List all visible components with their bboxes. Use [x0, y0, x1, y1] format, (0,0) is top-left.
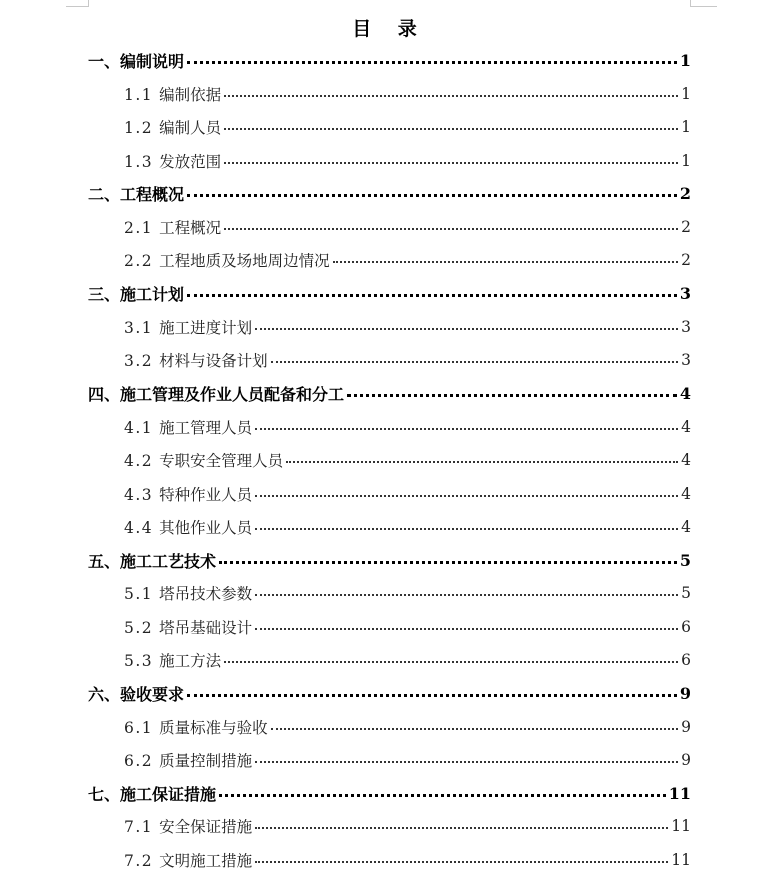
- dot-leader: [219, 561, 677, 564]
- toc-title: 目 录: [352, 18, 427, 40]
- dot-leader: [224, 95, 678, 97]
- toc-entry-text: 工程地质及场地周边情况: [159, 252, 330, 271]
- toc-entry-label: [124, 116, 221, 138]
- toc-entry-text: 文明施工措施: [159, 851, 253, 870]
- toc-entry-text: 塔吊基础设计: [159, 618, 253, 637]
- toc-page-number: 3: [681, 351, 691, 370]
- toc-entry-number: 3.2: [124, 352, 154, 371]
- toc-page-number: 5: [681, 584, 691, 603]
- toc-entry-number: 3.1: [124, 319, 154, 338]
- toc-subentry[interactable]: [0, 810, 769, 843]
- dot-leader: [333, 261, 678, 263]
- dot-leader: [187, 194, 677, 197]
- toc-entry-number: 1.2: [124, 119, 154, 138]
- crop-mark-left: [66, 0, 89, 7]
- toc-subentry[interactable]: [0, 444, 769, 477]
- dot-leader: [224, 162, 678, 164]
- dot-leader: [219, 794, 666, 797]
- toc-entry-label: [124, 483, 252, 505]
- toc-entry-label: [124, 849, 252, 871]
- dot-leader: [255, 761, 678, 763]
- toc-heading-entry[interactable]: [0, 377, 769, 410]
- toc-page-number: 9: [681, 717, 691, 736]
- toc-entry-label: [124, 349, 268, 371]
- toc-subentry[interactable]: [0, 477, 769, 510]
- toc-subentry[interactable]: [0, 710, 769, 743]
- toc-entry-label: [88, 49, 184, 72]
- toc-page-number: 9: [679, 683, 691, 703]
- toc-entry-label: [124, 83, 221, 105]
- toc-entry-label: [124, 616, 252, 638]
- toc-entry-text: 七、施工保证措施: [88, 784, 217, 804]
- toc-entry-number: 4.1: [124, 418, 154, 437]
- toc-entry-text: 发放范围: [159, 152, 222, 171]
- toc-entry-text: 一、编制说明: [88, 52, 185, 72]
- toc-entry-label: [124, 316, 252, 338]
- dot-leader: [224, 661, 678, 663]
- dot-leader: [187, 294, 677, 297]
- toc-subentry[interactable]: [0, 843, 769, 876]
- toc-page-number: 4: [681, 417, 691, 436]
- toc-entry-number: 5.3: [124, 651, 154, 670]
- toc-entry-number: 6.2: [124, 751, 154, 770]
- toc-page-number: 6: [681, 617, 691, 636]
- toc-page-number: 1: [681, 84, 691, 103]
- dot-leader: [255, 827, 668, 829]
- toc-entry-label: [124, 649, 221, 671]
- toc-subentry[interactable]: [0, 577, 769, 610]
- toc-subentry[interactable]: [0, 344, 769, 377]
- toc-entry-text: 材料与设备计划: [159, 352, 268, 371]
- toc-page-number: 2: [681, 251, 691, 270]
- toc-entry-label: [88, 782, 216, 805]
- toc-heading-entry[interactable]: [0, 177, 769, 210]
- toc-entry-text: 四、施工管理及作业人员配备和分工: [88, 385, 345, 405]
- dot-leader: [224, 128, 678, 130]
- crop-mark-right: [690, 0, 717, 7]
- toc-subentry[interactable]: [0, 743, 769, 776]
- toc-entry-number: 4.4: [124, 518, 154, 537]
- toc-entry-label: [88, 682, 184, 705]
- dot-leader: [255, 628, 678, 630]
- toc-entry-text: 施工方法: [159, 651, 222, 670]
- dot-leader: [347, 394, 677, 397]
- toc-entry-label: [124, 449, 283, 471]
- toc-page-number: 11: [668, 783, 691, 803]
- toc-subentry[interactable]: [0, 77, 769, 110]
- toc-entry-text: 六、验收要求: [88, 684, 185, 704]
- toc-page-number: 4: [681, 517, 691, 536]
- toc-subentry[interactable]: [0, 410, 769, 443]
- toc-heading-entry[interactable]: [0, 44, 769, 77]
- toc-subentry[interactable]: [0, 643, 769, 676]
- toc-heading-entry[interactable]: [0, 543, 769, 576]
- toc-entry-number: 6.1: [124, 718, 154, 737]
- dot-leader: [255, 328, 678, 330]
- toc-entry-number: 2.1: [124, 219, 154, 238]
- dot-leader: [224, 228, 678, 230]
- toc-entry-text: 塔吊技术参数: [159, 585, 253, 604]
- toc-entry-number: 1.1: [124, 85, 154, 104]
- toc-subentry[interactable]: [0, 144, 769, 177]
- toc-entry-label: [124, 749, 252, 771]
- toc-heading-entry[interactable]: [0, 777, 769, 810]
- toc-entry-label: [124, 416, 252, 438]
- toc-page-number: 2: [681, 218, 691, 237]
- toc-subentry[interactable]: [0, 610, 769, 643]
- toc-entry-label: [88, 549, 216, 572]
- toc-entry-text: 其他作业人员: [159, 518, 253, 537]
- toc-subentry[interactable]: [0, 210, 769, 243]
- dot-leader: [255, 861, 668, 863]
- toc-subentry[interactable]: [0, 244, 769, 277]
- toc-entry-label: [124, 516, 252, 538]
- toc-page-number: 11: [671, 817, 691, 836]
- dot-leader: [255, 594, 678, 596]
- toc-entry-number: 4.3: [124, 485, 154, 504]
- toc-page-number: 3: [681, 318, 691, 337]
- toc-heading-entry[interactable]: [0, 277, 769, 310]
- toc-entry-text: 五、施工工艺技术: [88, 551, 217, 571]
- toc-entry-label: [88, 182, 184, 205]
- toc-page-number: 11: [671, 850, 691, 869]
- toc-subentry[interactable]: [0, 111, 769, 144]
- toc-entry-label: [124, 150, 221, 172]
- toc-entry-number: 7.2: [124, 851, 154, 870]
- toc-entry-text: 安全保证措施: [159, 818, 253, 837]
- dot-leader: [271, 728, 678, 730]
- toc-page-number: 4: [679, 384, 691, 404]
- dot-leader: [255, 495, 678, 497]
- toc-page-number: 3: [679, 284, 691, 304]
- toc-entry-label: [88, 282, 184, 305]
- toc-entry-label: [124, 582, 252, 604]
- toc-entry-number: 4.2: [124, 452, 154, 471]
- toc-entry-text: 编制依据: [159, 85, 222, 104]
- toc-page-number: 4: [681, 451, 691, 470]
- toc-subentry[interactable]: [0, 310, 769, 343]
- toc-page-number: 5: [679, 550, 691, 570]
- toc-entry-text: 质量标准与验收: [159, 718, 268, 737]
- toc-entry-text: 工程概况: [159, 219, 222, 238]
- toc-entry-number: 1.3: [124, 152, 154, 171]
- toc-entry-text: 施工进度计划: [159, 319, 253, 338]
- toc-subentry[interactable]: [0, 510, 769, 543]
- toc-entry-label: [124, 216, 221, 238]
- toc-entry-text: 编制人员: [159, 119, 222, 138]
- toc-entry-text: 三、施工计划: [88, 285, 185, 305]
- toc-entry-label: [124, 815, 252, 837]
- toc-page-number: 4: [681, 484, 691, 503]
- dot-leader: [255, 528, 678, 530]
- toc-entry-number: 5.1: [124, 585, 154, 604]
- toc-entry-number: 5.2: [124, 618, 154, 637]
- toc-entry-label: [88, 382, 344, 405]
- dot-leader: [187, 694, 677, 697]
- toc-entry-text: 特种作业人员: [159, 485, 253, 504]
- dot-leader: [271, 361, 678, 363]
- toc-page-number: 2: [679, 184, 691, 204]
- dot-leader: [255, 428, 678, 430]
- dot-leader: [286, 461, 678, 463]
- toc-entry-number: 2.2: [124, 252, 154, 271]
- toc-entry-text: 质量控制措施: [159, 751, 253, 770]
- table-of-contents: [0, 44, 769, 876]
- toc-entry-number: 7.1: [124, 818, 154, 837]
- toc-heading-entry[interactable]: [0, 677, 769, 710]
- toc-entry-label: [124, 249, 330, 271]
- toc-page-number: 9: [681, 750, 691, 769]
- toc-entry-label: [124, 716, 268, 738]
- toc-page-number: 1: [681, 151, 691, 170]
- toc-entry-text: 施工管理人员: [159, 418, 253, 437]
- toc-entry-text: 专职安全管理人员: [159, 452, 284, 471]
- toc-entry-text: 二、工程概况: [88, 185, 185, 205]
- toc-page-number: 1: [679, 51, 691, 71]
- toc-page-number: 1: [681, 118, 691, 137]
- toc-page-number: 6: [681, 650, 691, 669]
- dot-leader: [187, 61, 677, 64]
